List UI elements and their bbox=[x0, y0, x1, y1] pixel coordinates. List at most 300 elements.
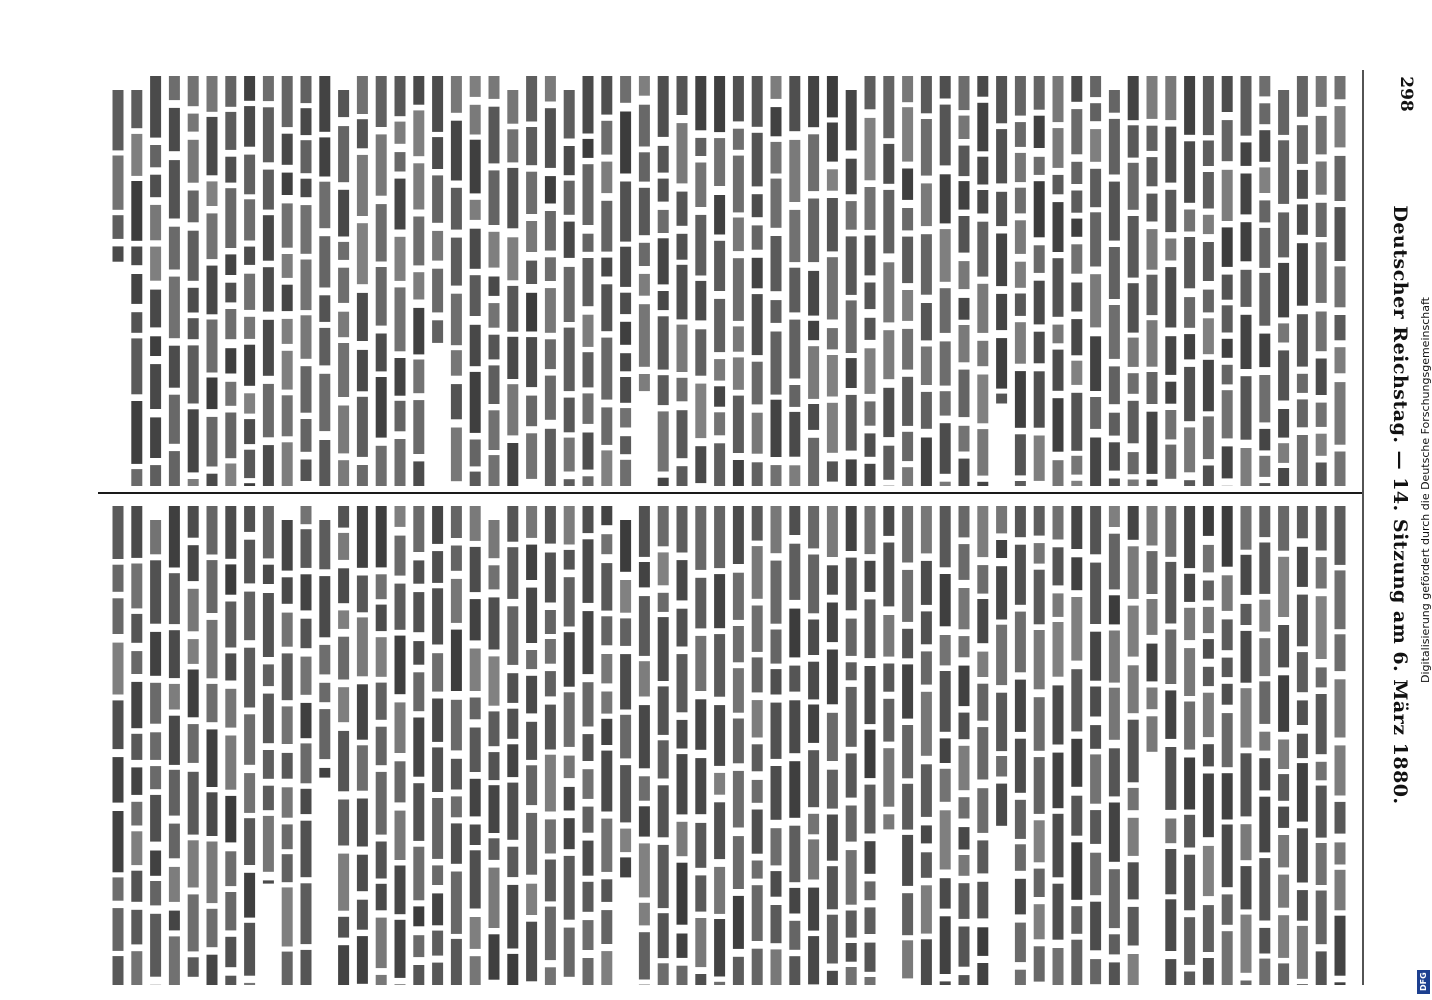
text-line-segment bbox=[470, 200, 481, 220]
text-line-segment bbox=[225, 937, 236, 967]
text-line-segment bbox=[977, 599, 988, 643]
text-line-segment bbox=[564, 550, 575, 570]
text-line-segment bbox=[263, 107, 274, 162]
text-line-segment bbox=[131, 682, 142, 728]
text-line-segment bbox=[865, 841, 876, 874]
text-line-segment bbox=[526, 922, 537, 982]
text-line-segment bbox=[865, 76, 876, 109]
text-line-segment bbox=[1316, 76, 1327, 107]
text-line-segment bbox=[169, 395, 180, 444]
text-line-segment bbox=[583, 139, 594, 158]
text-line-segment bbox=[883, 446, 894, 480]
text-line-segment bbox=[771, 703, 782, 759]
text-line-segment bbox=[413, 217, 424, 266]
text-line-segment bbox=[714, 634, 725, 697]
text-line-segment bbox=[207, 842, 218, 904]
text-line-segment bbox=[150, 881, 161, 905]
text-line-segment bbox=[677, 234, 688, 260]
text-line-segment bbox=[131, 338, 142, 394]
text-line-segment bbox=[301, 260, 312, 311]
text-line-segment bbox=[451, 294, 462, 346]
text-line-segment bbox=[1090, 687, 1101, 717]
text-line-segment bbox=[282, 653, 293, 700]
text-line-segment bbox=[601, 121, 612, 155]
text-line-segment bbox=[902, 208, 913, 230]
text-line-segment bbox=[959, 506, 970, 537]
text-line-segment bbox=[1316, 162, 1327, 195]
text-line-segment bbox=[376, 683, 387, 720]
text-line-segment bbox=[1128, 373, 1139, 394]
text-line-segment bbox=[583, 807, 594, 833]
text-line-segment bbox=[1034, 371, 1045, 427]
text-line-segment bbox=[1241, 376, 1252, 440]
text-line-segment bbox=[131, 767, 142, 795]
text-line-segment bbox=[376, 446, 387, 486]
text-line-segment bbox=[526, 127, 537, 165]
text-line-segment bbox=[1259, 103, 1270, 124]
text-line-segment bbox=[1335, 916, 1346, 976]
text-line-segment bbox=[1259, 76, 1270, 96]
text-line-segment bbox=[1165, 899, 1176, 951]
text-line-segment bbox=[1203, 318, 1214, 354]
text-line-segment bbox=[526, 76, 537, 122]
text-line-segment bbox=[1335, 156, 1346, 201]
text-line-segment bbox=[733, 836, 744, 889]
text-line-segment bbox=[507, 337, 518, 379]
text-line-segment bbox=[1034, 904, 1045, 939]
text-line-segment bbox=[733, 156, 744, 213]
text-line-segment bbox=[714, 359, 725, 381]
text-line-segment bbox=[1259, 167, 1270, 193]
text-line-segment bbox=[601, 162, 612, 194]
text-line-segment bbox=[1316, 312, 1327, 352]
text-line-segment bbox=[1128, 788, 1139, 810]
text-line-segment bbox=[977, 375, 988, 424]
text-line-segment bbox=[1034, 181, 1045, 237]
text-line-segment bbox=[282, 319, 293, 344]
text-line-segment bbox=[959, 827, 970, 849]
text-line-segment bbox=[319, 709, 330, 759]
text-line-segment bbox=[507, 606, 518, 665]
text-line-segment bbox=[959, 426, 970, 452]
text-line-segment bbox=[846, 358, 857, 388]
text-line-segment bbox=[752, 657, 763, 692]
text-line-segment bbox=[1090, 336, 1101, 391]
text-line-segment bbox=[865, 318, 876, 340]
text-line-segment bbox=[921, 392, 932, 429]
text-line-segment bbox=[846, 236, 857, 295]
text-line-segment bbox=[545, 506, 556, 544]
text-line-segment bbox=[808, 705, 819, 743]
text-line-segment bbox=[207, 76, 218, 112]
text-line-segment bbox=[583, 164, 594, 225]
text-line-segment bbox=[1203, 506, 1214, 536]
text-line-segment bbox=[620, 829, 631, 853]
text-line-segment bbox=[677, 822, 688, 856]
text-line-segment bbox=[1071, 283, 1082, 312]
text-line-segment bbox=[583, 958, 594, 985]
text-line-segment bbox=[301, 419, 312, 452]
text-line-segment bbox=[1203, 416, 1214, 459]
text-line-segment bbox=[113, 908, 124, 951]
text-line-segment bbox=[526, 545, 537, 580]
text-line-segment bbox=[169, 227, 180, 270]
text-line-segment bbox=[207, 213, 218, 259]
text-line-segment bbox=[188, 957, 199, 977]
text-line-segment bbox=[225, 382, 236, 406]
text-line-segment bbox=[771, 107, 782, 136]
text-line-segment bbox=[244, 923, 255, 976]
text-line-segment bbox=[188, 76, 199, 106]
text-line-segment bbox=[451, 121, 462, 181]
text-line-segment bbox=[1259, 681, 1270, 724]
text-line-segment bbox=[639, 562, 650, 587]
text-line-segment bbox=[620, 377, 631, 403]
text-line-segment bbox=[507, 168, 518, 228]
text-line-segment bbox=[1109, 934, 1120, 954]
text-line-segment bbox=[1128, 480, 1139, 487]
text-line-segment bbox=[789, 385, 800, 407]
text-line-segment bbox=[827, 257, 838, 319]
text-line-segment bbox=[959, 636, 970, 657]
text-line-segment bbox=[959, 181, 970, 210]
text-line-segment bbox=[865, 283, 876, 310]
text-line-segment bbox=[432, 588, 443, 644]
text-line-segment bbox=[413, 76, 424, 105]
text-line-segment bbox=[1297, 984, 1308, 985]
text-line-segment bbox=[771, 332, 782, 395]
text-line-segment bbox=[244, 540, 255, 584]
text-line-segment bbox=[902, 377, 913, 426]
text-line-segment bbox=[564, 479, 575, 486]
text-line-segment bbox=[940, 288, 951, 333]
text-line-segment bbox=[1335, 207, 1346, 261]
text-line-segment bbox=[169, 867, 180, 902]
text-line-segment bbox=[1034, 506, 1045, 536]
text-line-segment bbox=[940, 981, 951, 985]
text-line-segment bbox=[639, 304, 650, 367]
text-line-segment bbox=[583, 352, 594, 387]
text-line-segment bbox=[1241, 866, 1252, 909]
text-line-segment bbox=[959, 298, 970, 320]
text-line-segment bbox=[1259, 959, 1270, 985]
text-line-segment bbox=[883, 388, 894, 437]
text-line-segment bbox=[526, 588, 537, 643]
text-line-segment bbox=[1128, 954, 1139, 985]
text-line-segment bbox=[1165, 690, 1176, 739]
text-line-segment bbox=[395, 536, 406, 576]
text-line-segment bbox=[1222, 305, 1233, 332]
text-line-segment bbox=[1165, 819, 1176, 844]
text-line-segment bbox=[1222, 76, 1233, 112]
text-line-segment bbox=[150, 520, 161, 554]
text-line-segment bbox=[207, 117, 218, 175]
text-line-segment bbox=[1109, 595, 1120, 624]
text-line-segment bbox=[1316, 667, 1327, 687]
text-line-segment bbox=[1015, 481, 1026, 486]
text-line-segment bbox=[357, 506, 368, 568]
text-line-segment bbox=[827, 403, 838, 453]
text-line-segment bbox=[1147, 194, 1158, 222]
text-line-segment bbox=[902, 629, 913, 659]
text-line-segment bbox=[921, 611, 932, 644]
text-line-segment bbox=[808, 404, 819, 430]
text-line-segment bbox=[789, 140, 800, 202]
text-line-segment bbox=[1165, 506, 1176, 557]
text-line-segment bbox=[244, 317, 255, 339]
text-line-segment bbox=[1109, 479, 1120, 487]
text-line-segment bbox=[338, 945, 349, 985]
text-line-segment bbox=[677, 123, 688, 183]
text-line-segment bbox=[1147, 716, 1158, 752]
text-line-segment bbox=[940, 574, 951, 626]
text-line-segment bbox=[451, 700, 462, 751]
text-line-segment bbox=[902, 432, 913, 461]
text-line-segment bbox=[545, 376, 556, 420]
text-line-segment bbox=[1090, 725, 1101, 749]
text-line-segment bbox=[827, 650, 838, 705]
text-line-segment bbox=[1335, 315, 1346, 340]
text-line-segment bbox=[733, 460, 744, 486]
text-line-segment bbox=[1297, 399, 1308, 427]
text-line-segment bbox=[564, 856, 575, 920]
text-line-segment bbox=[639, 105, 650, 147]
text-line-segment bbox=[620, 580, 631, 613]
text-line-segment bbox=[169, 573, 180, 624]
text-line-segment bbox=[771, 561, 782, 624]
text-line-segment bbox=[1316, 403, 1327, 427]
text-line-segment bbox=[1297, 890, 1308, 921]
text-line-segment bbox=[1015, 220, 1026, 254]
text-line-segment bbox=[1335, 382, 1346, 445]
text-line-segment bbox=[338, 460, 349, 486]
text-line-segment bbox=[1109, 442, 1120, 470]
text-line-segment bbox=[507, 506, 518, 542]
text-line-segment bbox=[319, 683, 330, 702]
text-line-segment bbox=[752, 133, 763, 187]
text-line-segment bbox=[1034, 281, 1045, 325]
text-line-segment bbox=[301, 460, 312, 482]
text-line-segment bbox=[583, 393, 594, 424]
text-line-segment bbox=[282, 442, 293, 486]
text-line-segment bbox=[583, 734, 594, 761]
text-line-segment bbox=[1335, 679, 1346, 737]
text-line-segment bbox=[1015, 545, 1026, 605]
text-line-segment bbox=[827, 76, 838, 117]
text-line-segment bbox=[733, 626, 744, 662]
text-line-segment bbox=[301, 108, 312, 135]
text-line-segment bbox=[319, 328, 330, 366]
text-line-segment bbox=[545, 610, 556, 634]
text-line-segment bbox=[1222, 931, 1233, 985]
text-line-segment bbox=[771, 179, 782, 228]
text-line-segment bbox=[338, 126, 349, 182]
text-line-segment bbox=[883, 748, 894, 807]
text-line-segment bbox=[789, 465, 800, 486]
text-line-segment bbox=[432, 963, 443, 985]
text-line-segment bbox=[695, 446, 706, 483]
text-line-segment bbox=[996, 234, 1007, 287]
text-line-segment bbox=[658, 740, 669, 778]
text-line-segment bbox=[244, 106, 255, 147]
text-line-segment bbox=[658, 179, 669, 202]
text-line-segment bbox=[1090, 274, 1101, 327]
text-line-segment bbox=[395, 122, 406, 144]
text-line-segment bbox=[695, 974, 706, 985]
text-line-segment bbox=[1222, 446, 1233, 478]
text-line-segment bbox=[1128, 338, 1139, 367]
text-line-segment bbox=[959, 370, 970, 418]
text-line-segment bbox=[1165, 382, 1176, 404]
text-line-segment bbox=[601, 616, 612, 645]
text-line-segment bbox=[846, 90, 857, 150]
text-line-segment bbox=[1034, 697, 1045, 751]
text-line-segment bbox=[545, 108, 556, 168]
text-line-segment bbox=[771, 669, 782, 694]
text-line-segment bbox=[639, 274, 650, 296]
text-line-segment bbox=[1071, 906, 1082, 934]
text-line-segment bbox=[639, 374, 650, 391]
text-line-segment bbox=[1278, 140, 1289, 204]
text-line-segment bbox=[639, 243, 650, 266]
text-line-segment bbox=[1034, 570, 1045, 625]
text-line-segment bbox=[940, 810, 951, 869]
text-line-segment bbox=[1184, 210, 1195, 232]
text-line-segment bbox=[1165, 410, 1176, 439]
text-line-segment bbox=[959, 588, 970, 629]
text-line-segment bbox=[1241, 76, 1252, 136]
text-line-segment bbox=[244, 773, 255, 813]
text-line-segment bbox=[1053, 460, 1064, 486]
text-line-segment bbox=[1128, 818, 1139, 856]
text-line-segment bbox=[507, 954, 518, 985]
text-line-segment bbox=[1222, 658, 1233, 678]
text-line-segment bbox=[282, 787, 293, 817]
text-line-segment bbox=[1203, 958, 1214, 985]
text-line-segment bbox=[489, 565, 500, 589]
text-line-segment bbox=[789, 609, 800, 658]
text-line-segment bbox=[282, 952, 293, 985]
text-line-segment bbox=[357, 293, 368, 341]
text-line-segment bbox=[846, 967, 857, 985]
text-line-segment bbox=[620, 520, 631, 572]
text-line-segment bbox=[771, 142, 782, 174]
text-line-segment bbox=[413, 308, 424, 355]
text-line-segment bbox=[564, 632, 575, 687]
text-line-segment bbox=[376, 377, 387, 438]
text-line-segment bbox=[1316, 203, 1327, 237]
text-line-segment bbox=[131, 401, 142, 464]
text-line-segment bbox=[695, 636, 706, 691]
text-line-segment bbox=[150, 175, 161, 198]
text-line-segment bbox=[1053, 258, 1064, 317]
text-line-segment bbox=[1222, 773, 1233, 819]
text-line-segment bbox=[526, 433, 537, 479]
text-line-segment bbox=[432, 865, 443, 885]
text-line-segment bbox=[150, 560, 161, 623]
text-line-segment bbox=[639, 806, 650, 836]
text-line-segment bbox=[301, 315, 312, 359]
text-line-segment bbox=[1128, 606, 1139, 657]
text-line-segment bbox=[677, 609, 688, 647]
text-line-segment bbox=[1053, 76, 1064, 122]
text-line-segment bbox=[225, 348, 236, 373]
text-line-segment bbox=[526, 765, 537, 805]
text-line-segment bbox=[1259, 130, 1270, 162]
text-line-segment bbox=[376, 204, 387, 261]
text-line-segment bbox=[357, 745, 368, 790]
text-line-segment bbox=[865, 561, 876, 592]
text-line-segment bbox=[1278, 740, 1289, 770]
text-line-segment bbox=[1241, 688, 1252, 747]
text-line-segment bbox=[1034, 157, 1045, 175]
text-line-segment bbox=[413, 110, 424, 156]
text-line-segment bbox=[771, 871, 782, 897]
text-line-segment bbox=[1015, 506, 1026, 537]
text-line-segment bbox=[470, 472, 481, 486]
text-line-segment bbox=[564, 692, 575, 747]
text-line-segment bbox=[808, 555, 819, 614]
text-line-segment bbox=[282, 285, 293, 311]
text-line-segment bbox=[131, 831, 142, 865]
text-line-segment bbox=[564, 146, 575, 175]
text-line-segment bbox=[1184, 608, 1195, 640]
text-line-segment bbox=[1316, 951, 1327, 985]
text-line-segment bbox=[1015, 188, 1026, 214]
text-line-segment bbox=[1034, 332, 1045, 364]
text-line-segment bbox=[583, 920, 594, 950]
text-line-segment bbox=[113, 565, 124, 592]
text-line-segment bbox=[827, 770, 838, 809]
text-line-segment bbox=[1278, 263, 1289, 318]
text-line-segment bbox=[1090, 76, 1101, 97]
text-line-segment bbox=[902, 784, 913, 830]
text-line-segment bbox=[752, 258, 763, 289]
text-line-segment bbox=[545, 755, 556, 812]
text-line-segment bbox=[1128, 546, 1139, 599]
text-line-segment bbox=[1241, 506, 1252, 550]
text-line-segment bbox=[207, 792, 218, 836]
text-line-segment bbox=[207, 474, 218, 486]
text-line-segment bbox=[507, 885, 518, 949]
text-line-segment bbox=[489, 656, 500, 705]
text-line-segment bbox=[865, 907, 876, 934]
text-line-segment bbox=[620, 408, 631, 427]
text-line-segment bbox=[1053, 128, 1064, 168]
text-line-segment bbox=[376, 267, 387, 326]
text-line-segment bbox=[169, 716, 180, 765]
text-line-segment bbox=[996, 338, 1007, 389]
text-line-segment bbox=[131, 247, 142, 266]
text-line-segment bbox=[1090, 212, 1101, 266]
text-line-segment bbox=[996, 566, 1007, 619]
text-line-segment bbox=[470, 698, 481, 720]
text-line-segment bbox=[150, 914, 161, 977]
text-line-segment bbox=[244, 199, 255, 240]
text-line-segment bbox=[282, 577, 293, 604]
text-line-segment bbox=[1015, 262, 1026, 288]
text-line-segment bbox=[1278, 212, 1289, 257]
text-line-segment bbox=[451, 428, 462, 482]
text-line-segment bbox=[1222, 390, 1233, 438]
text-line-segment bbox=[695, 76, 706, 130]
text-line-segment bbox=[413, 847, 424, 901]
text-line-segment bbox=[808, 76, 819, 127]
text-line-segment bbox=[883, 76, 894, 138]
text-line-segment bbox=[225, 892, 236, 930]
text-line-segment bbox=[564, 328, 575, 392]
text-line-segment bbox=[413, 718, 424, 777]
